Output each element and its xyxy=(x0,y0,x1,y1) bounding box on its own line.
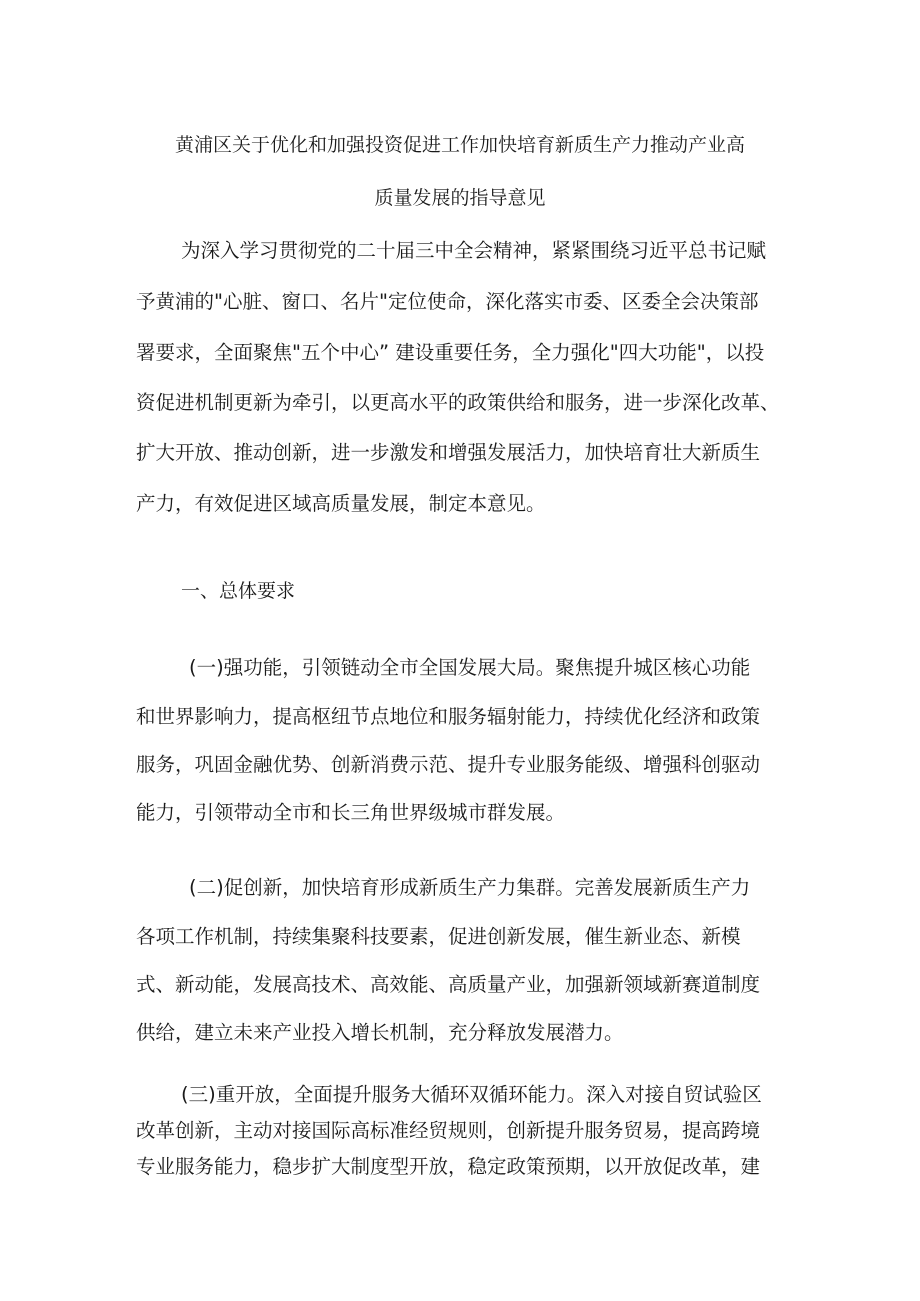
item-1-line-1: (一)强功能，引领链动全市全国发展大局。聚焦提升城区核心功能 xyxy=(189,656,751,679)
item-3-line-2: 改革创新，主动对接国际高标准经贸规则，创新提升服务贸易，提高跨境 xyxy=(136,1119,761,1142)
intro-line-5: 扩大开放、推动创新，进一步激发和增强发展活力，加快培育壮大新质生 xyxy=(136,441,761,464)
item-2-line-3: 式、新动能，发展高技术、高效能、高质量产业，加强新领域新赛道制度 xyxy=(136,973,761,996)
item-2-line-2: 各项工作机制，持续集聚科技要素，促进创新发展，催生新业态、新模 xyxy=(136,925,741,948)
item-1-line-2: 和世界影响力，提高枢纽节点地位和服务辐射能力，持续优化经济和政策 xyxy=(136,705,761,728)
item-2-line-4: 供给，建立未来产业投入增长机制，充分释放发展潜力。 xyxy=(136,1021,624,1044)
item-1-line-4: 能力，引领带动全市和长三角世界级城市群发展。 xyxy=(136,801,566,824)
document-title-line-1: 黄浦区关于优化和加强投资促进工作加快培育新质生产力推动产业高 xyxy=(174,134,745,156)
item-2-line-1: (二)促创新，加快培育形成新质生产力集群。完善发展新质生产力 xyxy=(189,876,751,899)
item-3-line-1: (三)重开放，全面提升服务大循环双循环能力。深入对接自贸试验区 xyxy=(181,1083,762,1106)
section-heading-overall-requirements: 一、总体要求 xyxy=(181,580,296,602)
intro-line-2: 予黄浦的"心脏、窗口、名片"定位使命，深化落实市委、区委全会决策部 xyxy=(136,290,759,313)
intro-line-4: 资促进机制更新为牵引，以更高水平的政策供给和服务，进一步深化改革、 xyxy=(136,391,780,414)
document-title-line-2: 质量发展的指导意见 xyxy=(374,187,546,209)
intro-line-3: 署要求，全面聚焦"五个中心” 建设重要任务，全力强化"四大功能"，以投 xyxy=(136,341,765,364)
item-1-line-3: 服务，巩固金融优势、创新消费示范、提升专业服务能级、增强科创驱动 xyxy=(136,753,761,776)
intro-line-1: 为深入学习贯彻党的二十届三中全会精神，紧紧围绕习近平总书记赋 xyxy=(181,239,767,262)
intro-line-6: 产力，有效促进区域高质量发展，制定本意见。 xyxy=(136,492,546,515)
item-3-line-3: 专业服务能力，稳步扩大制度型开放，稳定政策预期，以开放促改革，建 xyxy=(136,1155,761,1178)
